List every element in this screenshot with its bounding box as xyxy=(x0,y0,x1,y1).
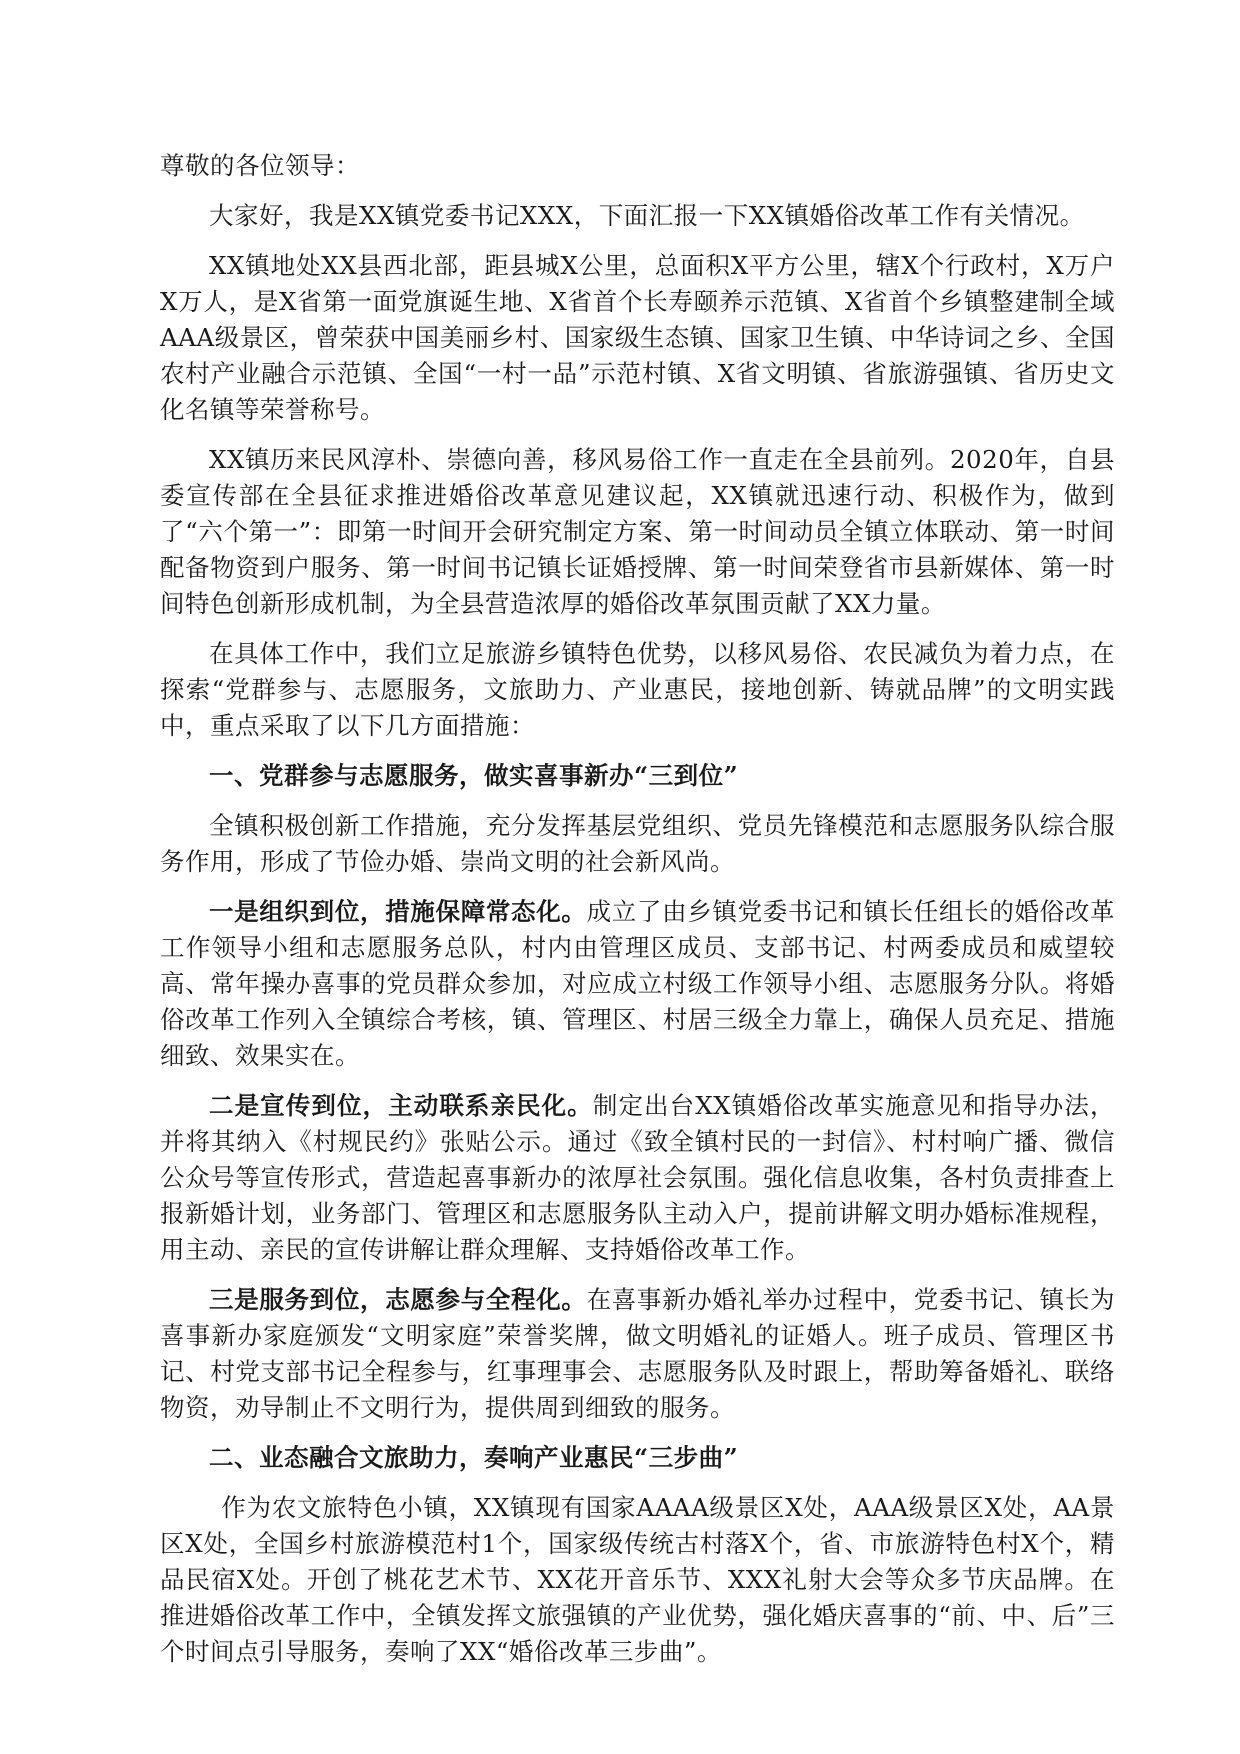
section-2-intro: 作为农文旅特色小镇，XX镇现有国家AAAA级景区X处，AAA级景区X处，AA景区X处，全国乡村旅游模范村1个，国家级传统古村落X个，省、市旅游特色村X个，精品民宿X处。开创了桃花艺术节、XX花开音乐节、XXX礼射大会等众多节庆品牌。在推进婚俗改革工作中，全镇发挥文旅强镇的产业优势，强化婚庆喜事的“前、中、后”三个时间点引导服务，奏响了XX“婚俗改革三步曲”。 xyxy=(160,1493,1115,1666)
item-text: 在喜事新办婚礼举办过程中，党委书记、镇长为喜事新办家庭颁发“文明家庭”荣誉奖牌，做文明婚礼的证婚人。班子成员、管理区书记、村党支部书记全程参与，红事理事会、志愿服务队及时跟上，帮助筹备婚礼、联络物资，劝导制止不文明行为，提供周到细致的服务。 xyxy=(160,1285,1116,1422)
section-1-item-organization xyxy=(160,894,1115,1074)
section-heading-2: 二、业态融合文旅助力，奏响产业惠民“三步曲” xyxy=(209,1443,739,1472)
item-lead: 一是组织到位，措施保障常态化。 xyxy=(209,897,587,926)
paragraph-measures-intro: 在具体工作中，我们立足旅游乡镇特色优势，以移风易俗、农民减负为着力点，在探索“党群参与、志愿服务，文旅助力、产业惠民，接地创新、铸就品牌”的文明实践中，重点采取了以下几方面措施： xyxy=(160,639,1115,740)
section-1-item-publicity xyxy=(160,1088,1115,1268)
document-body xyxy=(160,148,1115,1684)
item-lead: 三是服务到位，志愿参与全程化。 xyxy=(209,1285,587,1314)
salutation: 尊敬的各位领导： xyxy=(160,151,360,180)
section-heading-1: 一、党群参与志愿服务，做实喜事新办“三到位” xyxy=(209,761,739,790)
section-1-item-service xyxy=(160,1282,1115,1426)
item-lead: 二是宣传到位，主动联系亲民化。 xyxy=(209,1091,593,1120)
item-text: 制定出台XX镇婚俗改革实施意见和指导办法，并将其纳入《村规民约》张贴公示。通过《致全镇村民的一封信》、村村响广播、微信公众号等宣传形式，营造起喜事新办的浓厚社会氛围。强化信息收集，各村负责排查上报新婚计划，业务部门、管理区和志愿服务队主动入户，提前讲解文明办婚标准规程，用主动、亲民的宣传讲解让群众理解、支持婚俗改革工作。 xyxy=(160,1091,1115,1264)
item-text: 成立了由乡镇党委书记和镇长任组长的婚俗改革工作领导小组和志愿服务总队，村内由管理区成员、支部书记、村两委成员和威望较高、常年操办喜事的党员群众参加，对应成立村级工作领导小组、志愿服务分队。将婚俗改革工作列入全镇综合考核，镇、管理区、村居三级全力靠上，确保人员充足、措施细致、效果实在。 xyxy=(160,897,1116,1070)
paragraph-reform-progress: XX镇历来民风淳朴、崇德向善，移风易俗工作一直走在全县前列。2020年，自县委宣传部在全县征求推进婚俗改革意见建议起，XX镇就迅速行动、积极作为，做到了“六个第一”：即第一时间开会研究制定方案、第一时间动员全镇立体联动、第一时间配备物资到户服务、第一时间书记镇长证婚授牌、第一时间荣登省市县新媒体、第一时间特色创新形成机制，为全县营造浓厚的婚俗改革氛围贡献了XX力量。 xyxy=(160,445,1115,618)
section-1-intro: 全镇积极创新工作措施，充分发挥基层党组织、党员先锋模范和志愿服务队综合服务作用，形成了节俭办婚、崇尚文明的社会新风尚。 xyxy=(160,811,1115,876)
paragraph-town-overview: XX镇地处XX县西北部，距县城X公里，总面积X平方公里，辖X个行政村，X万户X万人，是X省第一面党旗诞生地、X省首个长寿颐养示范镇、X省首个乡镇整建制全域AAA级景区，曾荣获中国美丽乡村、国家级生态镇、国家卫生镇、中华诗词之乡、全国农村产业融合示范镇、全国“一村一品”示范村镇、X省文明镇、省旅游强镇、省历史文化名镇等荣誉称号。 xyxy=(160,251,1115,424)
paragraph-greeting: 大家好，我是XX镇党委书记XXX，下面汇报一下XX镇婚俗改革工作有关情况。 xyxy=(209,201,1085,230)
